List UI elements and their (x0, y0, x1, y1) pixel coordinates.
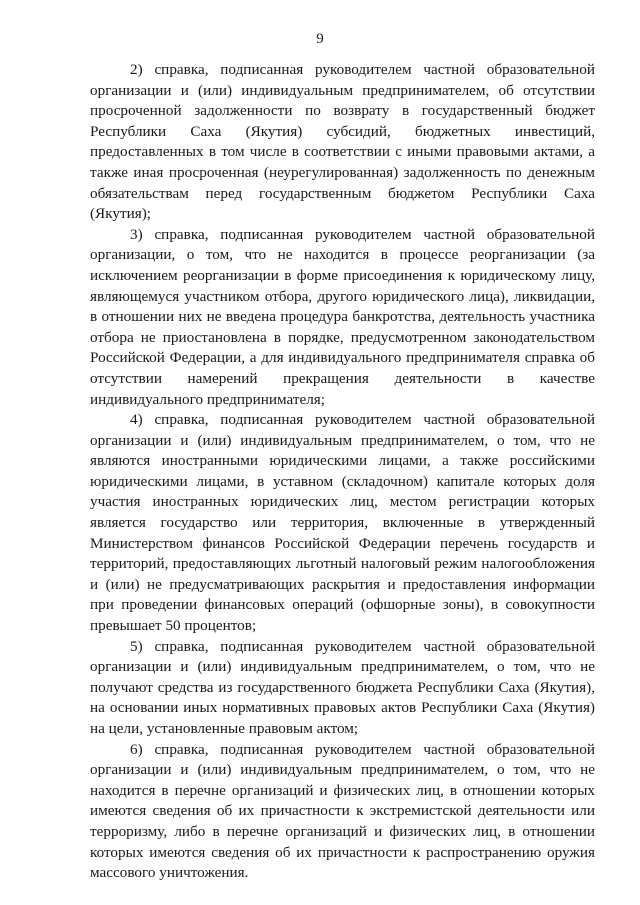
paragraph-item-2: 2) справка, подписанная руководителем частной образовательной организации и (или) индивидуальным предпринимателем, об отсутствии просроченной задолженности по возврату в государственный бюджет Республики Саха (Якутия) субсидий, бюджетных инвестиций, предоставленных в том числе в соответствии с иными правовыми актами, а также иная просроченная (неурегулированная) задолженность по денежным обязательствам перед государственным бюджетом Республики Саха (Якутия); (90, 61, 595, 223)
paragraph-item-4: 4) справка, подписанная руководителем частной образовательной организации и (или) индивидуальным предпринимателем, о том, что не являются иностранными юридическими лицами, а также российскими юридическими лицами, в уставном (складочном) капитале которых доля участия иностранных юридических лиц, местом регистрации которых является государство или территория, включенные в утвержденный Министерством финансов Российской Федерации перечень государств и территорий, предоставляющих льготный налоговый режим налогообложения и (или) не предусматривающих раскрытия и предоставления информации при проведении финансовых операций (офшорные зоны), в совокупности превышает 50 процентов; (90, 411, 595, 635)
page-number: 9 (316, 31, 324, 47)
paragraph-item-5: 5) справка, подписанная руководителем частной образовательной организации и (или) индивидуальным предпринимателем, о том, что не получают средства из государственного бюджета Республики Саха (Якутия), на основании иных нормативных правовых актов Республики Саха (Якутия) на цели, установленные правовым актом; (90, 637, 595, 737)
document-body (90, 60, 595, 884)
paragraph-item-6: 6) справка, подписанная руководителем частной образовательной организации и (или) индивидуальным предпринимателем, о том, что не находится в перечне организаций и физических лиц, в отношении которых имеются сведения об их причастности к экстремистской деятельности или терроризму, либо в перечне организаций и физических лиц, в отношении которых имеются сведения об их причастности к распространению оружия массового уничтожения. (90, 740, 595, 882)
paragraph-item-3: 3) справка, подписанная руководителем частной образовательной организации, о том, что не находится в процессе реорганизации (за исключением реорганизации в форме присоединения к юридическому лицу, являющемуся участником отбора, другого юридического лица), ликвидации, в отношении них не введена процедура банкротства, деятельность участника отбора не приостановлена в порядке, предусмотренном законодательством Российской Федерации, а для индивидуального предпринимателя справка об отсутствии намерений прекращения деятельности в качестве индивидуального предпринимателя; (90, 225, 595, 408)
